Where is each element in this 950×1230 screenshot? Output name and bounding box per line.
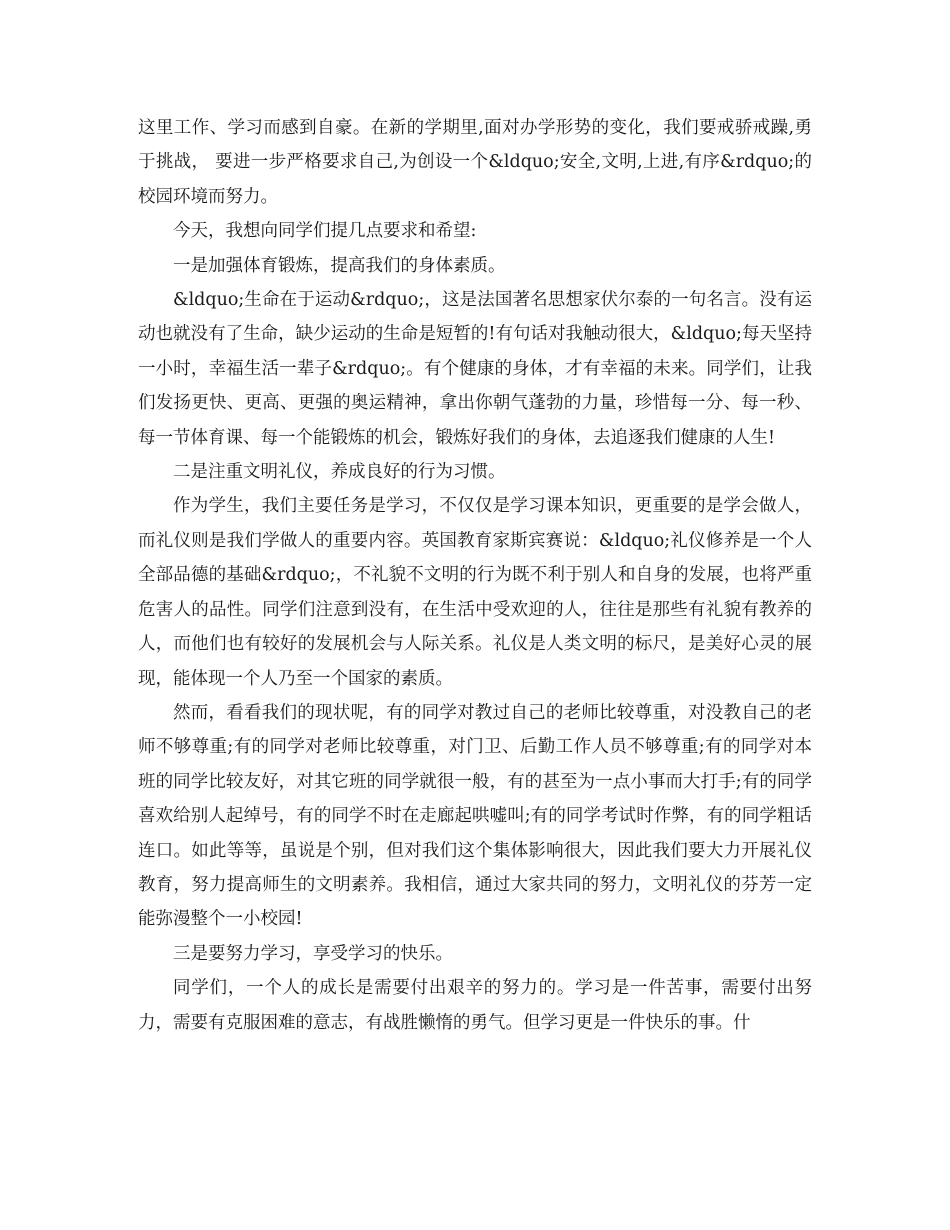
heading-point-one: 一是加强体育锻炼，提高我们的身体素质。 <box>173 255 506 276</box>
paragraph-learning: 同学们，一个人的成长是需要付出艰辛的努力的。学习是一件苦事，需要付出努力，需要有克服困难的意志，有战胜懒惰的勇气。但学习更是一件快乐的事。什 <box>138 978 812 1033</box>
paragraph-continuation: 这里工作、学习而感到自豪。在新的学期里,面对办学形势的变化，我们要戒骄戒躁,勇于挑战， 要进一步严格要求自己,为创设一个&ldquo;安全,文明,上进,有序&rdquo;的校园环境而努力。 <box>138 118 812 207</box>
paragraph-current-situation: 然而，看看我们的现状呢，有的同学对教过自己的老师比较尊重，对没教自己的老师不够尊重;有的同学对老师比较尊重，对门卫、后勤工作人员不够尊重;有的同学对本班的同学比较友好，对其它班的同学就很一般，有的甚至为一点小事而大打手;有的同学喜欢给别人起绰号，有的同学不时在走廊起哄嘘叫;有的同学考试时作弊，有的同学粗话连口。如此等等，虽说是个别，但对我们这个集体影响很大，因此我们要大力开展礼仪教育，努力提高师生的文明素养。我相信，通过大家共同的努力，文明礼仪的芬芳一定能弥漫整个一小校园! <box>138 702 812 930</box>
paragraph-intro-requests: 今天，我想向同学们提几点要求和希望: <box>173 221 477 242</box>
heading-point-three: 三是要努力学习，享受学习的快乐。 <box>173 943 453 964</box>
document-body <box>138 111 812 1040</box>
paragraph-etiquette: 作为学生，我们主要任务是学习，不仅仅是学习课本知识，更重要的是学会做人，而礼仪则是我们学做人的重要内容。英国教育家斯宾赛说：&ldquo;礼仪修养是一个人全部品德的基础&rdquo;，不礼貌不文明的行为既不利于别人和自身的发展，也将严重危害人的品性。同学们注意到没有，在生活中受欢迎的人，往往是那些有礼貌有教养的人，而他们也有较好的发展机会与人际关系。礼仪是人类文明的标尺，是美好心灵的展现，能体现一个人乃至一个国家的素质。 <box>138 496 812 689</box>
paragraph-exercise: &ldquo;生命在于运动&rdquo;，这是法国著名思想家伏尔泰的一句名言。没有运动也就没有了生命，缺少运动的生命是短暂的!有句话对我触动很大，&ldquo;每天坚持一小时，幸福生活一辈子&rdquo;。有个健康的身体，才有幸福的未来。同学们，让我们发扬更快、更高、更强的奥运精神，拿出你朝气蓬勃的力量，珍惜每一分、每一秒、每一节体育课、每一个能锻炼的机会，锻炼好我们的身体，去追逐我们健康的人生! <box>138 290 812 448</box>
heading-point-two: 二是注重文明礼仪，养成良好的行为习惯。 <box>173 462 506 483</box>
